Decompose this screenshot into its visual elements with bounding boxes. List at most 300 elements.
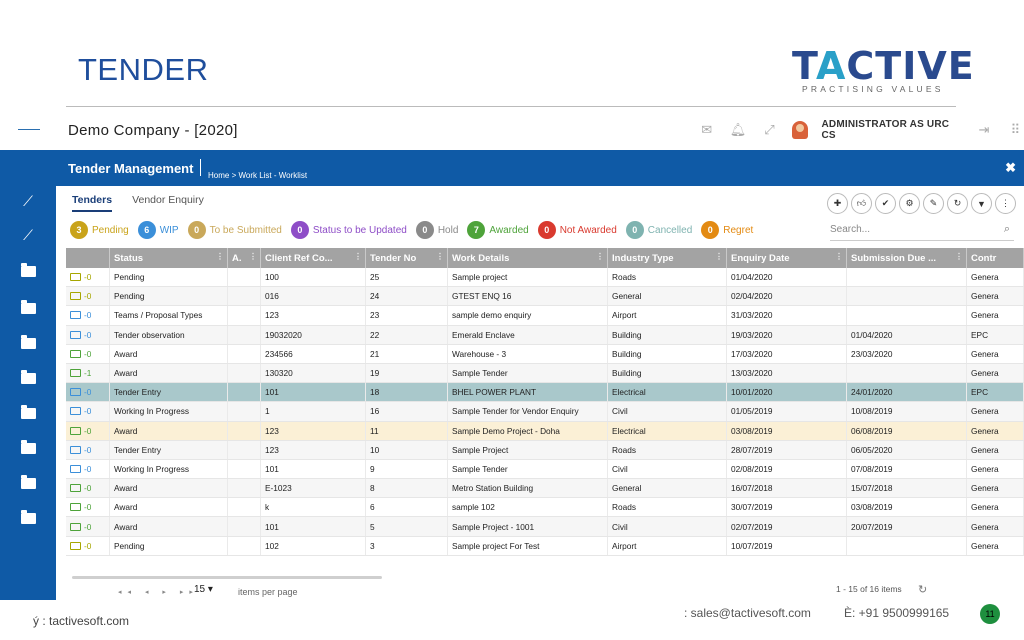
cell-enq: 28/07/2019 (727, 441, 847, 459)
filter-label: Hold (437, 224, 459, 236)
document-icon[interactable] (70, 388, 81, 396)
cell-contr: Genera (967, 345, 1024, 363)
edit-icon[interactable]: ✎ (923, 193, 944, 214)
status-filters (70, 221, 762, 239)
cell-a (228, 306, 261, 324)
cell-a (228, 479, 261, 497)
cell-no: 19 (366, 364, 448, 382)
cell-work: sample 102 (448, 498, 608, 516)
cell-no: 6 (366, 498, 448, 516)
folder-icon[interactable] (21, 443, 36, 454)
bell-icon[interactable]: 🔔︎ (729, 122, 747, 137)
document-count: 0 (86, 272, 92, 283)
cell-work: sample demo enquiry (448, 306, 608, 324)
cell-due: 06/05/2020 (847, 441, 967, 459)
separator: - (84, 272, 87, 283)
document-icon[interactable] (70, 484, 81, 492)
document-icon[interactable] (70, 273, 81, 281)
row-doc-cell[interactable] (66, 479, 110, 497)
document-icon[interactable] (70, 427, 81, 435)
document-icon[interactable] (70, 503, 81, 511)
document-icon[interactable] (70, 407, 81, 415)
expand-icon[interactable]: ⤢ (764, 122, 775, 137)
column-header[interactable] (66, 248, 110, 268)
cell-enq: 16/07/2018 (727, 479, 847, 497)
table-row[interactable] (66, 268, 1024, 287)
cell-ref: 101 (261, 383, 366, 401)
document-count: 0 (86, 521, 92, 532)
cell-industry: Building (608, 364, 727, 382)
cell-contr: Genera (967, 287, 1024, 305)
cell-industry: General (608, 479, 727, 497)
column-header-label: Enquiry Date (731, 253, 790, 264)
cell-work: Sample Project - 1001 (448, 517, 608, 535)
mail-icon[interactable]: ✉ (701, 122, 713, 137)
cell-work: Warehouse - 3 (448, 345, 608, 363)
cell-no: 5 (366, 517, 448, 535)
cell-a (228, 460, 261, 478)
column-header-label: A. (232, 253, 242, 264)
table-row[interactable] (66, 306, 1024, 325)
row-doc-cell[interactable] (66, 287, 110, 305)
filter-chip[interactable] (188, 221, 282, 239)
column-header[interactable] (967, 248, 1024, 268)
cell-industry: Building (608, 326, 727, 344)
cell-no: 10 (366, 441, 448, 459)
cell-enq: 03/08/2019 (727, 422, 847, 440)
cell-work: Sample project (448, 268, 608, 286)
row-doc-cell[interactable] (66, 422, 110, 440)
page-size-label: items per page (238, 587, 298, 597)
cell-contr: Genera (967, 460, 1024, 478)
filter-label: Regret (723, 224, 754, 236)
cell-ref: 130320 (261, 364, 366, 382)
document-icon[interactable] (70, 542, 81, 550)
folder-icon[interactable] (21, 373, 36, 384)
cell-a (228, 402, 261, 420)
cell-industry: Roads (608, 268, 727, 286)
thumbs-up-icon[interactable]: 👍︎ (851, 193, 872, 214)
cell-contr: Genera (967, 268, 1024, 286)
filter-chip[interactable] (467, 221, 528, 239)
column-menu-icon[interactable]: ⋮ (249, 252, 257, 261)
filter-count-badge: 0 (626, 221, 644, 239)
table-row[interactable] (66, 345, 1024, 364)
logo-tagline: PRACTISING VALUES (802, 84, 944, 94)
column-header-label: Tender No (370, 253, 417, 264)
cell-industry: Civil (608, 402, 727, 420)
cell-work: Sample Project (448, 441, 608, 459)
document-count: 0 (86, 387, 92, 398)
table-row[interactable] (66, 498, 1024, 517)
table-row[interactable] (66, 460, 1024, 479)
cell-enq: 02/08/2019 (727, 460, 847, 478)
cell-status: Pending (110, 287, 228, 305)
cell-enq: 01/05/2019 (727, 402, 847, 420)
separator: - (84, 483, 87, 494)
cell-contr: Genera (967, 498, 1024, 516)
cell-due: 20/07/2019 (847, 517, 967, 535)
cell-enq: 31/03/2020 (727, 306, 847, 324)
cell-a (228, 268, 261, 286)
cell-industry: Airport (608, 306, 727, 324)
folder-icon[interactable] (21, 303, 36, 314)
document-count: 0 (86, 406, 92, 417)
document-count: 0 (86, 463, 92, 474)
divider (200, 159, 201, 176)
cell-work: Emerald Enclave (448, 326, 608, 344)
separator: - (84, 291, 87, 302)
row-doc-cell[interactable] (66, 402, 110, 420)
row-doc-cell[interactable] (66, 364, 110, 382)
grid-toolbar (827, 193, 1016, 214)
table-row[interactable] (66, 402, 1024, 421)
cell-due: 01/04/2020 (847, 326, 967, 344)
add-icon[interactable]: ✚ (827, 193, 848, 214)
document-count: 0 (86, 540, 92, 551)
cell-status: Pending (110, 537, 228, 555)
column-menu-icon[interactable]: ⋮ (955, 252, 963, 261)
table-row[interactable] (66, 326, 1024, 345)
cell-a (228, 326, 261, 344)
table-row[interactable] (66, 364, 1024, 383)
filter-count-badge: 0 (291, 221, 309, 239)
document-icon[interactable] (70, 446, 81, 454)
column-header-label: Industry Type (612, 253, 674, 264)
row-doc-cell[interactable] (66, 268, 110, 286)
cell-industry: Electrical (608, 383, 727, 401)
cell-status: Tender Entry (110, 383, 228, 401)
tab-tenders[interactable]: Tenders (72, 194, 112, 212)
avatar[interactable] (792, 121, 807, 139)
separator: - (84, 444, 87, 455)
separator: - (84, 425, 87, 436)
cell-enq: 13/03/2020 (727, 364, 847, 382)
cell-status: Award (110, 345, 228, 363)
grid-header (66, 248, 1024, 268)
cell-industry: Civil (608, 517, 727, 535)
document-count: 0 (86, 483, 92, 494)
cell-enq: 02/07/2019 (727, 517, 847, 535)
separator: - (84, 310, 87, 321)
cell-enq: 10/01/2020 (727, 383, 847, 401)
cell-a (228, 345, 261, 363)
document-count: 0 (86, 329, 92, 340)
cell-work: BHEL POWER PLANT (448, 383, 608, 401)
cell-due: 03/08/2019 (847, 498, 967, 516)
cell-a (228, 383, 261, 401)
cell-work: Sample Tender (448, 460, 608, 478)
document-count: 0 (86, 425, 92, 436)
tender-grid (66, 248, 1024, 556)
filter-count-badge: 3 (70, 221, 88, 239)
cell-no: 3 (366, 537, 448, 555)
cell-contr: EPC (967, 326, 1024, 344)
document-count: 0 (86, 291, 92, 302)
column-header[interactable] (608, 248, 727, 268)
row-doc-cell[interactable] (66, 383, 110, 401)
cell-status: Working In Progress (110, 402, 228, 420)
column-header[interactable] (448, 248, 608, 268)
cell-no: 23 (366, 306, 448, 324)
cell-due (847, 306, 967, 324)
filter-label: Status to be Updated (312, 224, 407, 236)
row-doc-cell[interactable] (66, 517, 110, 535)
cell-contr: Genera (967, 537, 1024, 555)
user-name[interactable]: ADMINISTRATOR AS URC CS (821, 119, 950, 141)
cell-enq: 02/04/2020 (727, 287, 847, 305)
filter-count-badge: 0 (188, 221, 206, 239)
cell-due: 15/07/2018 (847, 479, 967, 497)
folder-icon[interactable] (21, 266, 36, 277)
cell-due (847, 364, 967, 382)
filter-count-badge: 6 (138, 221, 156, 239)
slide-title: TENDER (78, 52, 209, 87)
cell-a (228, 422, 261, 440)
cell-industry: Airport (608, 537, 727, 555)
cell-status: Award (110, 498, 228, 516)
cell-no: 22 (366, 326, 448, 344)
cell-industry: Roads (608, 441, 727, 459)
table-row[interactable] (66, 517, 1024, 536)
filter-label: Awarded (489, 224, 529, 236)
row-doc-cell[interactable] (66, 326, 110, 344)
refresh-icon[interactable]: ↻ (918, 584, 928, 596)
column-menu-icon[interactable]: ⋮ (835, 252, 843, 261)
document-icon[interactable] (70, 292, 81, 300)
separator: - (84, 540, 87, 551)
filter-chip[interactable] (416, 221, 459, 239)
cell-contr: Genera (967, 441, 1024, 459)
cell-industry: General (608, 287, 727, 305)
filter-label: WIP (159, 224, 179, 236)
filter-chip[interactable] (626, 221, 692, 239)
cell-enq: 10/07/2019 (727, 537, 847, 555)
column-header[interactable] (110, 248, 228, 268)
column-menu-icon[interactable]: ⋮ (596, 252, 604, 261)
cell-work: Sample Tender for Vendor Enquiry (448, 402, 608, 420)
breadcrumb[interactable]: Home > Work List - Worklist (208, 171, 308, 180)
search-icon[interactable]: ⌕ (1003, 223, 1010, 235)
filter-label: Cancelled (647, 224, 693, 236)
cell-status: Award (110, 422, 228, 440)
refresh-icon[interactable]: ↻ (947, 193, 968, 214)
document-icon[interactable] (70, 523, 81, 531)
table-row[interactable] (66, 537, 1024, 556)
tab-vendor-enquiry[interactable]: Vendor Enquiry (132, 194, 204, 206)
cell-status: Working In Progress (110, 460, 228, 478)
cell-work: GTEST ENQ 16 (448, 287, 608, 305)
cell-due: 23/03/2020 (847, 345, 967, 363)
cell-enq: 01/04/2020 (727, 268, 847, 286)
page-size-select[interactable]: 15 ▾ (194, 584, 213, 595)
chart-icon[interactable]: ⟋ (23, 227, 33, 243)
row-doc-cell[interactable] (66, 460, 110, 478)
cell-ref: E-1023 (261, 479, 366, 497)
module-header (56, 150, 1024, 186)
filter-label: Pending (92, 224, 129, 236)
cell-ref: 123 (261, 441, 366, 459)
cell-due: 07/08/2019 (847, 460, 967, 478)
row-doc-cell[interactable] (66, 306, 110, 324)
cell-industry: Roads (608, 498, 727, 516)
column-menu-icon[interactable]: ⋮ (354, 252, 362, 261)
cell-a (228, 364, 261, 382)
filter-label: To be Submitted (209, 224, 282, 236)
cell-status: Tender observation (110, 326, 228, 344)
cell-status: Award (110, 364, 228, 382)
separator: - (84, 387, 87, 398)
separator: - (84, 348, 87, 359)
column-header-label: Submission Due ... (851, 253, 936, 264)
separator: - (84, 463, 87, 474)
document-icon[interactable] (70, 331, 81, 339)
document-count: 0 (86, 502, 92, 513)
column-header-label: Client Ref Co... (265, 253, 333, 264)
cell-enq: 19/03/2020 (727, 326, 847, 344)
folder-icon[interactable] (21, 338, 36, 349)
document-count: 1 (86, 368, 92, 379)
apps-grid-icon[interactable]: ⠿ (1010, 122, 1021, 137)
cell-no: 21 (366, 345, 448, 363)
document-count: 0 (86, 348, 92, 359)
separator: - (84, 406, 87, 417)
table-row[interactable] (66, 479, 1024, 498)
footer-phone: È: +91 9500999165 (844, 606, 950, 620)
footer-website: ý : tactivesoft.com (33, 614, 130, 628)
cell-no: 18 (366, 383, 448, 401)
cell-a (228, 537, 261, 555)
cell-no: 9 (366, 460, 448, 478)
cell-ref: 234566 (261, 345, 366, 363)
check-icon[interactable]: ✔ (875, 193, 896, 214)
cell-due (847, 537, 967, 555)
sidebar (0, 150, 56, 600)
filter-chip[interactable] (70, 221, 129, 239)
separator: - (84, 502, 87, 513)
cell-no: 24 (366, 287, 448, 305)
search-input[interactable] (830, 221, 1014, 241)
column-menu-icon[interactable]: ⋮ (216, 252, 224, 261)
separator: - (84, 368, 87, 379)
document-icon[interactable] (70, 350, 81, 358)
column-header[interactable] (727, 248, 847, 268)
cell-due: 24/01/2020 (847, 383, 967, 401)
cell-contr: Genera (967, 306, 1024, 324)
page-info: 1 - 15 of 16 items (836, 584, 902, 594)
cell-status: Award (110, 479, 228, 497)
column-header[interactable] (366, 248, 448, 268)
column-menu-icon[interactable]: ⋮ (436, 252, 444, 261)
cell-industry: Electrical (608, 422, 727, 440)
filter-chip[interactable] (701, 221, 753, 239)
logout-icon[interactable]: ⇥ (978, 122, 990, 137)
chart-icon[interactable]: ⟋ (23, 193, 33, 209)
cell-no: 16 (366, 402, 448, 420)
cell-due (847, 268, 967, 286)
filter-chip[interactable] (138, 221, 179, 239)
folder-icon[interactable] (21, 408, 36, 419)
document-icon[interactable] (70, 369, 81, 377)
cell-work: Metro Station Building (448, 479, 608, 497)
cell-no: 8 (366, 479, 448, 497)
cell-work: Sample Demo Project - Doha (448, 422, 608, 440)
column-header[interactable] (228, 248, 261, 268)
cell-contr: Genera (967, 479, 1024, 497)
column-menu-icon[interactable]: ⋮ (715, 252, 723, 261)
cell-work: Sample project For Test (448, 537, 608, 555)
close-icon[interactable]: ✖ (1005, 160, 1016, 175)
document-icon[interactable] (70, 465, 81, 473)
table-row[interactable] (66, 383, 1024, 402)
cell-contr: Genera (967, 422, 1024, 440)
row-doc-cell[interactable] (66, 498, 110, 516)
cell-ref: 1 (261, 402, 366, 420)
row-doc-cell[interactable] (66, 441, 110, 459)
share-icon[interactable]: ⚙ (899, 193, 920, 214)
cell-ref: k (261, 498, 366, 516)
cell-work: Sample Tender (448, 364, 608, 382)
module-title: Tender Management (68, 161, 194, 176)
column-header-label: Status (114, 253, 144, 264)
filter-count-badge: 7 (467, 221, 485, 239)
horizontal-scrollbar[interactable] (72, 576, 382, 579)
table-row[interactable] (66, 287, 1024, 306)
cell-ref: 19032020 (261, 326, 366, 344)
cell-ref: 101 (261, 517, 366, 535)
more-icon[interactable]: ⋮ (995, 193, 1016, 214)
separator: - (84, 329, 87, 340)
cell-due: 10/08/2019 (847, 402, 967, 420)
filter-count-badge: 0 (416, 221, 434, 239)
company-name: Demo Company - [2020] (68, 122, 238, 139)
cell-ref: 101 (261, 460, 366, 478)
filter-chip[interactable] (291, 221, 407, 239)
filter-chip[interactable] (538, 221, 617, 239)
column-header[interactable] (847, 248, 967, 268)
cell-ref: 102 (261, 537, 366, 555)
filter-label: Not Awarded (559, 224, 617, 236)
filter-count-badge: 0 (538, 221, 556, 239)
cell-status: Award (110, 517, 228, 535)
pager (66, 564, 1024, 600)
cell-ref: 016 (261, 287, 366, 305)
search-placeholder: Search... (830, 224, 871, 235)
table-row[interactable] (66, 422, 1024, 441)
divider (18, 129, 40, 130)
column-header-label: Contr (971, 253, 997, 264)
footer-email: : sales@tactivesoft.com (684, 606, 811, 620)
filter-icon[interactable]: ▼ (971, 193, 992, 214)
column-header[interactable] (261, 248, 366, 268)
grid-body (66, 268, 1024, 556)
main-panel (56, 186, 1024, 600)
row-doc-cell[interactable] (66, 537, 110, 555)
page-nav[interactable]: ◂◂ ◂ ▸ ▸▸ (118, 589, 199, 596)
folder-icon[interactable] (21, 478, 36, 489)
cell-a (228, 287, 261, 305)
cell-enq: 17/03/2020 (727, 345, 847, 363)
cell-a (228, 517, 261, 535)
cell-ref: 123 (261, 422, 366, 440)
document-icon[interactable] (70, 311, 81, 319)
row-doc-cell[interactable] (66, 345, 110, 363)
document-count: 0 (86, 310, 92, 321)
cell-status: Teams / Proposal Types (110, 306, 228, 324)
folder-icon[interactable] (21, 513, 36, 524)
cell-due: 06/08/2019 (847, 422, 967, 440)
table-row[interactable] (66, 441, 1024, 460)
